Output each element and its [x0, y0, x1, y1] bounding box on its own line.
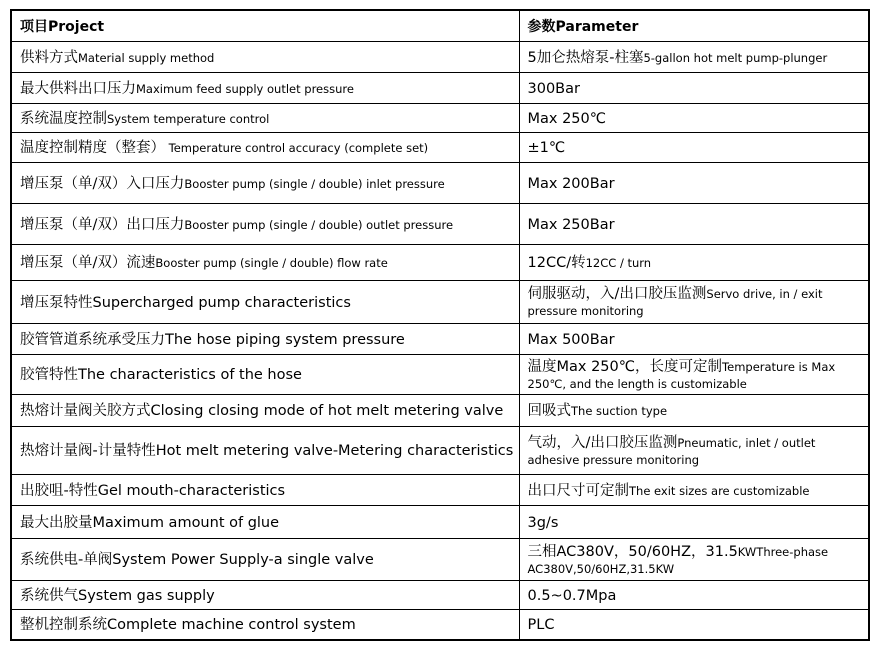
parameter-cell: [519, 610, 869, 640]
table-row: [11, 163, 869, 204]
parameter-cell: [519, 506, 869, 539]
table-row: [11, 355, 869, 395]
parameter-cell: [519, 324, 869, 355]
project-en: Temperature control accuracy (complete set): [165, 141, 429, 155]
project-cell: [11, 204, 519, 245]
parameter-cn: ±1℃: [527, 140, 566, 156]
parameter-cn: 伺服驱动，入/出口胶压监测: [527, 286, 707, 302]
table-row: [11, 539, 869, 581]
project-en: Maximum feed supply outlet pressure: [136, 81, 354, 96]
parameter-cn: 回吸式: [527, 403, 571, 419]
table-row: [11, 610, 869, 640]
project-en: Supercharged pump characteristics: [92, 294, 351, 311]
table-row: [11, 133, 869, 163]
parameter-en: The suction type: [571, 404, 668, 418]
project-cell: [11, 73, 519, 104]
project-cn: 热熔计量阀-计量特性: [20, 443, 156, 459]
project-cn: 温度控制精度（整套）: [20, 140, 165, 156]
project-cell: [11, 281, 519, 324]
project-cell: [11, 133, 519, 163]
project-cell: [11, 245, 519, 281]
table-row: [11, 475, 869, 506]
parameter-cell: [519, 245, 869, 281]
parameter-cn: PLC: [527, 616, 555, 633]
project-cell: [11, 610, 519, 640]
parameter-en: Servo drive, in / exit pressure monitoring: [527, 287, 823, 318]
project-cell: [11, 506, 519, 539]
project-cn: 出胶咀-特性: [20, 482, 98, 499]
project-cell: [11, 163, 519, 204]
project-en: Material supply method: [78, 50, 215, 65]
table-row: [11, 104, 869, 133]
parameter-en: Temperature is Max 250℃, and the length is customizable: [527, 359, 836, 391]
parameter-cell: [519, 204, 869, 245]
parameter-cell: [519, 163, 869, 204]
project-cn: 胶管管道系统承受压力: [20, 331, 165, 348]
spec-table-container: [10, 9, 868, 641]
project-cn: 系统供电-单阀: [20, 552, 113, 568]
parameter-cn: 温度Max 250℃，长度可定制: [527, 358, 723, 375]
table-row: [11, 581, 869, 610]
parameter-cn: 300Bar: [527, 80, 580, 97]
parameter-cell: [519, 539, 869, 581]
parameter-cn: 0.5~0.7Mpa: [527, 587, 617, 604]
parameter-en: KWThree-phase AC380V,50/60HZ,31.5KW: [527, 544, 829, 576]
table-row: [11, 73, 869, 104]
parameter-cell: [519, 475, 869, 506]
parameter-cell: [519, 104, 869, 133]
parameter-cn: 三相AC380V，50/60HZ，31.5: [527, 543, 738, 560]
project-cell: [11, 42, 519, 73]
table-header-row: [11, 10, 869, 42]
project-en: System gas supply: [78, 587, 215, 604]
parameter-en: 12CC / turn: [585, 256, 652, 270]
project-cn: 供料方式: [20, 49, 78, 66]
header-parameter: 参数Parameter: [519, 10, 869, 42]
parameter-cn: 5加仑热熔泵-柱塞: [527, 49, 644, 66]
project-cn: 增压泵特性: [20, 294, 93, 311]
project-en: System temperature control: [107, 111, 270, 126]
project-cell: [11, 324, 519, 355]
project-cell: [11, 475, 519, 506]
project-en: Booster pump (single / double) outlet pressure: [184, 217, 454, 232]
project-cn: 整机控制系统: [20, 616, 107, 633]
project-cell: [11, 581, 519, 610]
parameter-en: 5-gallon hot melt pump-plunger: [643, 50, 828, 65]
table-row: [11, 281, 869, 324]
project-cell: [11, 104, 519, 133]
parameter-cell: [519, 42, 869, 73]
table-row: [11, 245, 869, 281]
table-row: [11, 427, 869, 475]
project-cn: 胶管特性: [20, 367, 78, 383]
project-en: Gel mouth-characteristics: [97, 482, 286, 499]
project-cn: 最大供料出口压力: [20, 80, 136, 97]
parameter-cn: Max 250Bar: [527, 216, 615, 233]
project-cn: 最大出胶量: [20, 514, 93, 531]
project-en: The characteristics of the hose: [78, 367, 302, 383]
parameter-cell: [519, 427, 869, 475]
table-row: [11, 324, 869, 355]
project-en: Complete machine control system: [107, 616, 356, 633]
table-body: [11, 42, 869, 640]
parameter-cn: Max 500Bar: [527, 331, 615, 348]
table-row: [11, 506, 869, 539]
project-cell: [11, 395, 519, 427]
project-en: Maximum amount of glue: [92, 514, 280, 531]
project-en: System Power Supply-a single valve: [112, 552, 374, 568]
parameter-cn: 出口尺寸可定制: [527, 482, 629, 499]
project-cn: 增压泵（单/双）出口压力: [20, 216, 185, 233]
project-cn: 系统供气: [20, 587, 78, 604]
parameter-en: Pneumatic, inlet / outlet adhesive pressure monitoring: [527, 435, 816, 467]
parameter-cell: [519, 281, 869, 324]
parameter-cell: [519, 133, 869, 163]
project-cn: 系统温度控制: [20, 110, 107, 127]
project-en: Hot melt metering valve-Metering characteristics: [155, 443, 514, 459]
parameter-cn: 3g/s: [527, 514, 559, 531]
parameter-cell: [519, 395, 869, 427]
parameter-cn: Max 250℃: [527, 110, 607, 127]
project-en: Booster pump (single / double) flow rate: [155, 256, 388, 270]
project-cn: 增压泵（单/双）流速: [20, 255, 156, 271]
table-row: [11, 204, 869, 245]
project-cell: [11, 539, 519, 581]
parameter-cell: [519, 73, 869, 104]
table-row: [11, 395, 869, 427]
parameter-cell: [519, 581, 869, 610]
parameter-cn: Max 200Bar: [527, 175, 615, 192]
parameter-cn: 气动，入/出口胶压监测: [527, 434, 678, 451]
project-cn: 增压泵（单/双）入口压力: [20, 175, 185, 192]
table-row: [11, 42, 869, 73]
project-cn: 热熔计量阀关胶方式: [20, 403, 151, 419]
parameter-cell: [519, 355, 869, 395]
spec-table: [10, 9, 870, 641]
parameter-en: The exit sizes are customizable: [629, 483, 810, 498]
project-en: The hose piping system pressure: [165, 331, 405, 348]
project-cell: [11, 355, 519, 395]
parameter-cn: 12CC/转: [527, 255, 586, 271]
project-en: Closing closing mode of hot melt metering valve: [150, 403, 504, 419]
project-cell: [11, 427, 519, 475]
header-project: 项目Project: [11, 10, 519, 42]
project-en: Booster pump (single / double) inlet pressure: [184, 176, 445, 191]
